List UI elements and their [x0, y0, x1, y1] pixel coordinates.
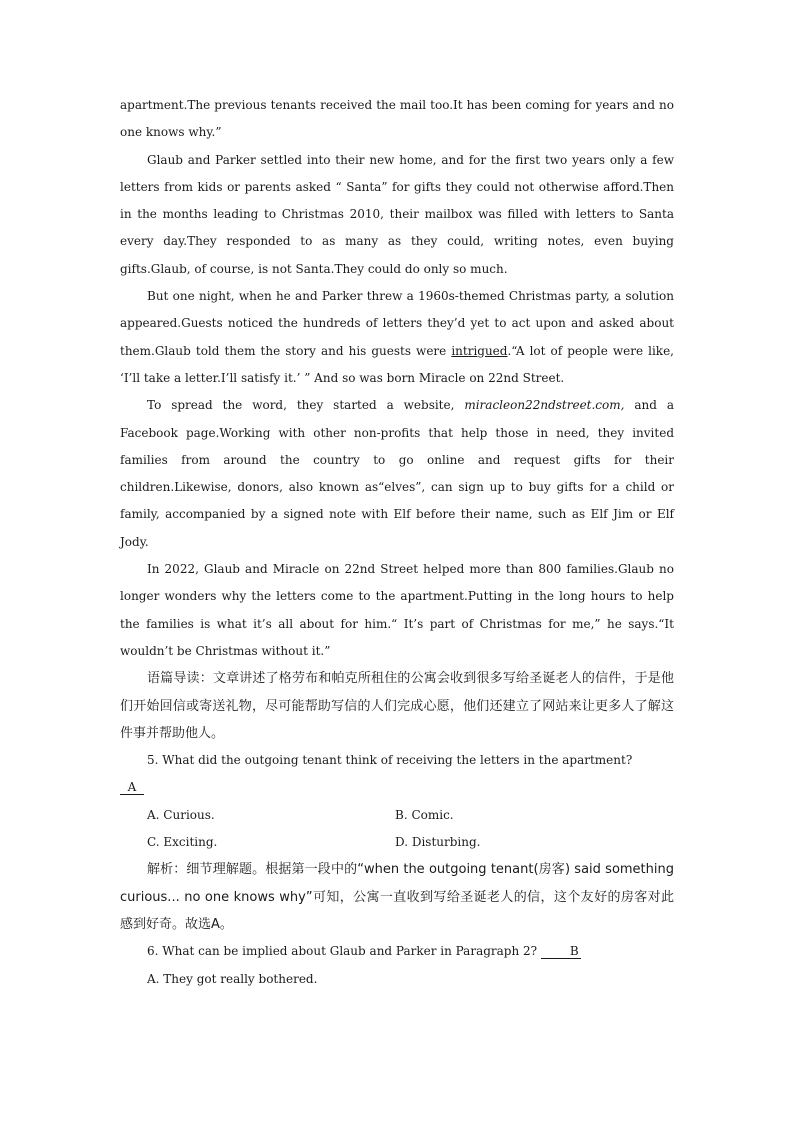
question-6	[120, 938, 674, 965]
question-5-explanation: 解析：细节理解题。根据第一段中的“when the outgoing tenant(房客) said something curious... no one knows why”可知，公寓一直收到写给圣诞老人的信，这个友好的房客对此感到好奇。故选A。	[120, 862, 674, 932]
question-5-options-row-1	[120, 802, 674, 829]
question-6-text: 6. What can be implied about Glaub and Parker in Paragraph 2?	[147, 944, 538, 959]
option-b: B. Comic.	[395, 807, 454, 822]
paragraph-website-text-a: To spread the word, they started a website,	[147, 398, 465, 413]
website-url: miracleon22ndstreet.com,	[464, 398, 625, 413]
option-a: A. Curious.	[147, 807, 215, 822]
underlined-word: intrigued	[451, 343, 508, 358]
question-5-options-row-2	[120, 829, 674, 856]
paragraph-2022: In 2022, Glaub and Miracle on 22nd Street helped more than 800 families.Glaub no longer wonders why the letters come to the apartment.Putting in the long hours to help the families is what it’s all about for him.“ It’s part of Christmas for me,” he says.“It wouldn’t be Christmas without it.”	[120, 562, 674, 658]
paragraph-settled: Glaub and Parker settled into their new home, and for the first two years only a few letters from kids or parents asked “ Santa” for gifts they could not otherwise afford.Then in the months leading to Christmas 2010, their mailbox was filled with letters to Santa every day.They responded to as many as they could, writing notes, even buying gifts.Glaub, of course, is not Santa.They could do only so much.	[120, 152, 674, 276]
paragraph-continuation: apartment.The previous tenants received the mail too.It has been coming for years and no one knows why.”	[120, 98, 674, 140]
paragraph-website-text-b: and a Facebook page.Working with other non-profits that help those in need, they invited families from around the country to go online and request gifts for their children.Likewise, donors, also known as“elves”, can sign up to buy gifts for a child or family, accompanied by a signed note with Elf before their name, such as Elf Jim or Elf Jody.	[120, 398, 674, 549]
paragraph-party-text-b: .“A lot of people were like, ‘I’ll take a letter.I’ll satisfy it.’ ” And so was born Miracle on 22nd Street.	[120, 343, 674, 385]
paragraph-website	[120, 392, 674, 556]
question-5-answer: A	[120, 780, 144, 795]
option-d: D. Disturbing.	[395, 835, 481, 850]
question-6-answer: B	[541, 944, 581, 959]
question-6-option-a: A. They got really bothered.	[147, 971, 318, 986]
question-5: 5. What did the outgoing tenant think of receiving the letters in the apartment?	[147, 753, 633, 768]
document-page	[120, 92, 674, 993]
paragraph-party-text-a: But one night, when he and Parker threw a 1960s-themed Christmas party, a solution appeared.Guests noticed the hundreds of letters they’d yet to act upon and asked about them.Glaub told them the story and his guests were	[120, 289, 674, 358]
paragraph-party	[120, 283, 674, 392]
reading-guide: 语篇导读：文章讲述了格劳布和帕克所租住的公寓会收到很多写给圣诞老人的信件，于是他们开始回信或寄送礼物，尽可能帮助写信的人们完成心愿，他们还建立了网站来让更多人了解这件事并帮助他人。	[120, 671, 674, 741]
option-c: C. Exciting.	[147, 835, 218, 850]
question-5-answer-line	[120, 774, 674, 801]
